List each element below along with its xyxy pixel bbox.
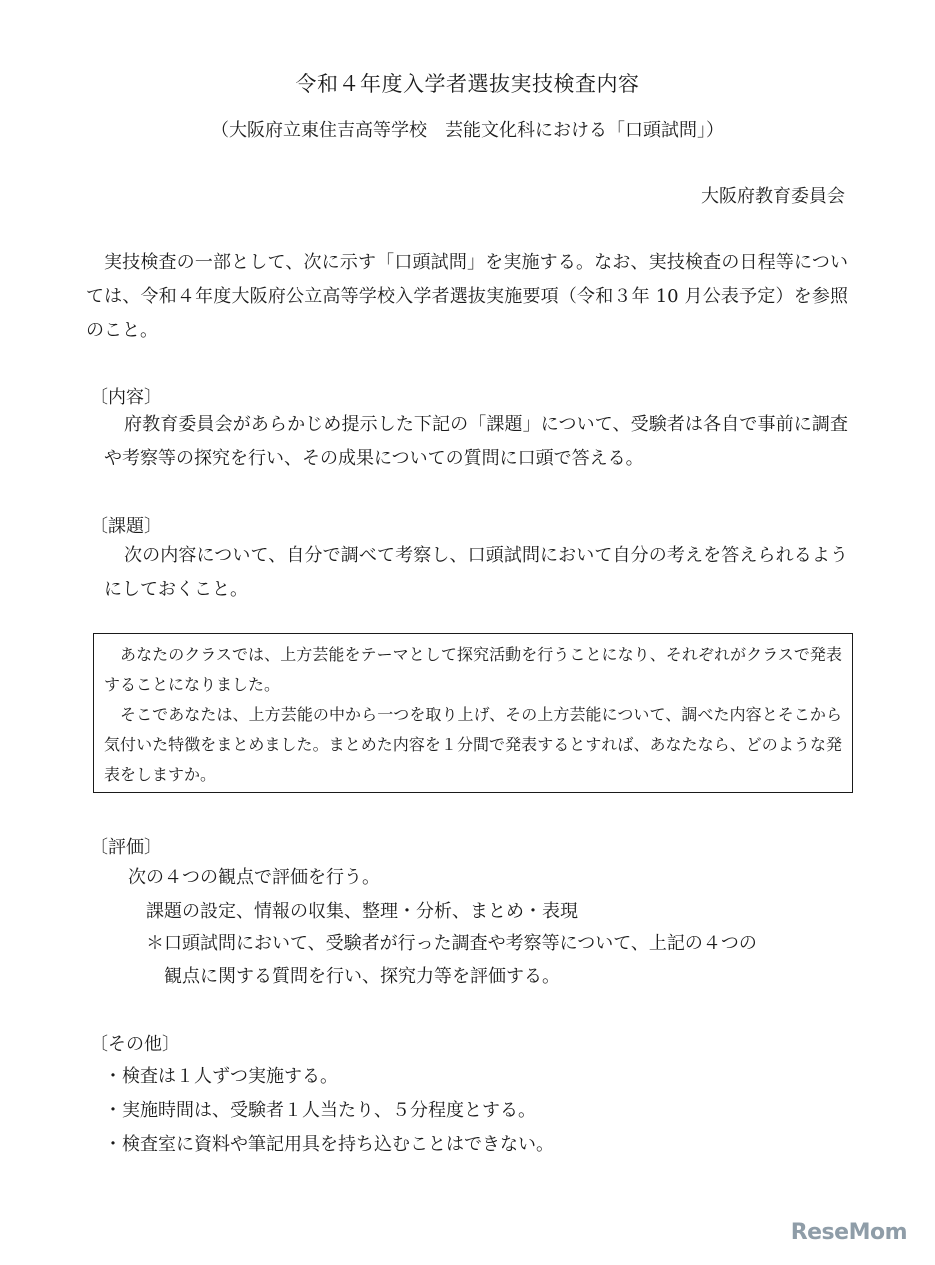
hyoka-note — [146, 927, 848, 993]
document-title: 令和４年度入学者選抜実技検査内容 — [295, 72, 640, 96]
task-box-paragraph-2: そこであなたは、上方芸能の中から一つを取り上げ、その上方芸能について、調べた内容とそこから気付いた特徴をまとめました。まとめた内容を１分間で発表するとすれば、あなたなら、どのような発表をしますか。 — [104, 705, 842, 784]
hyoka-lead: 次の４つの観点で評価を行う。 — [128, 867, 380, 888]
sonota-list — [104, 1060, 554, 1162]
hyoka-note-line-2: 観点に関する質問を行い、探究力等を評価する。 — [164, 966, 560, 987]
resemom-logo: ReseMom — [790, 1220, 907, 1245]
task-box-paragraph-1: あなたのクラスでは、上方芸能をテーマとして探究活動を行うことになり、それぞれがクラスで発表することになりました。 — [104, 645, 842, 694]
hyoka-note-line-1: ＊口頭試問において、受験者が行った調査や考察等について、上記の４つの — [146, 933, 757, 954]
list-item: ・実施時間は、受験者１人当たり、５分程度とする。 — [104, 1100, 536, 1121]
list-item: ・検査は１人ずつ実施する。 — [104, 1066, 338, 1087]
section-heading-sonota: 〔その他〕 — [90, 1034, 180, 1055]
issuer: 大阪府教育委員会 — [701, 186, 845, 207]
section-heading-kadai: 〔課題〕 — [90, 516, 162, 537]
hyoka-points: 課題の設定、情報の収集、整理・分析、まとめ・表現 — [146, 901, 578, 922]
task-box — [93, 633, 853, 793]
document-subtitle: （大阪府立東住吉高等学校 芸能文化科における「口頭試問」） — [211, 120, 724, 141]
naiyo-paragraph: 府教育委員会があらかじめ提示した下記の「課題」について、受験者は各自で事前に調査や考察等の探究を行い、その成果についての質問に口頭で答える。 — [104, 414, 848, 469]
section-heading-hyoka: 〔評価〕 — [90, 837, 162, 858]
list-item: ・検査室に資料や筆記用具を持ち込むことはできない。 — [104, 1134, 554, 1155]
intro-paragraph: 実技検査の一部として、次に示す「口頭試問」を実施する。なお、実技検査の日程等については、令和４年度大阪府公立高等学校入学者選抜実施要項（令和３年 10 月公表予定）を参照のこと。 — [86, 252, 848, 341]
section-heading-naiyo: 〔内容〕 — [90, 387, 162, 408]
kadai-paragraph: 次の内容について、自分で調べて考察し、口頭試問において自分の考えを答えられるようにしておくこと。 — [104, 545, 848, 600]
